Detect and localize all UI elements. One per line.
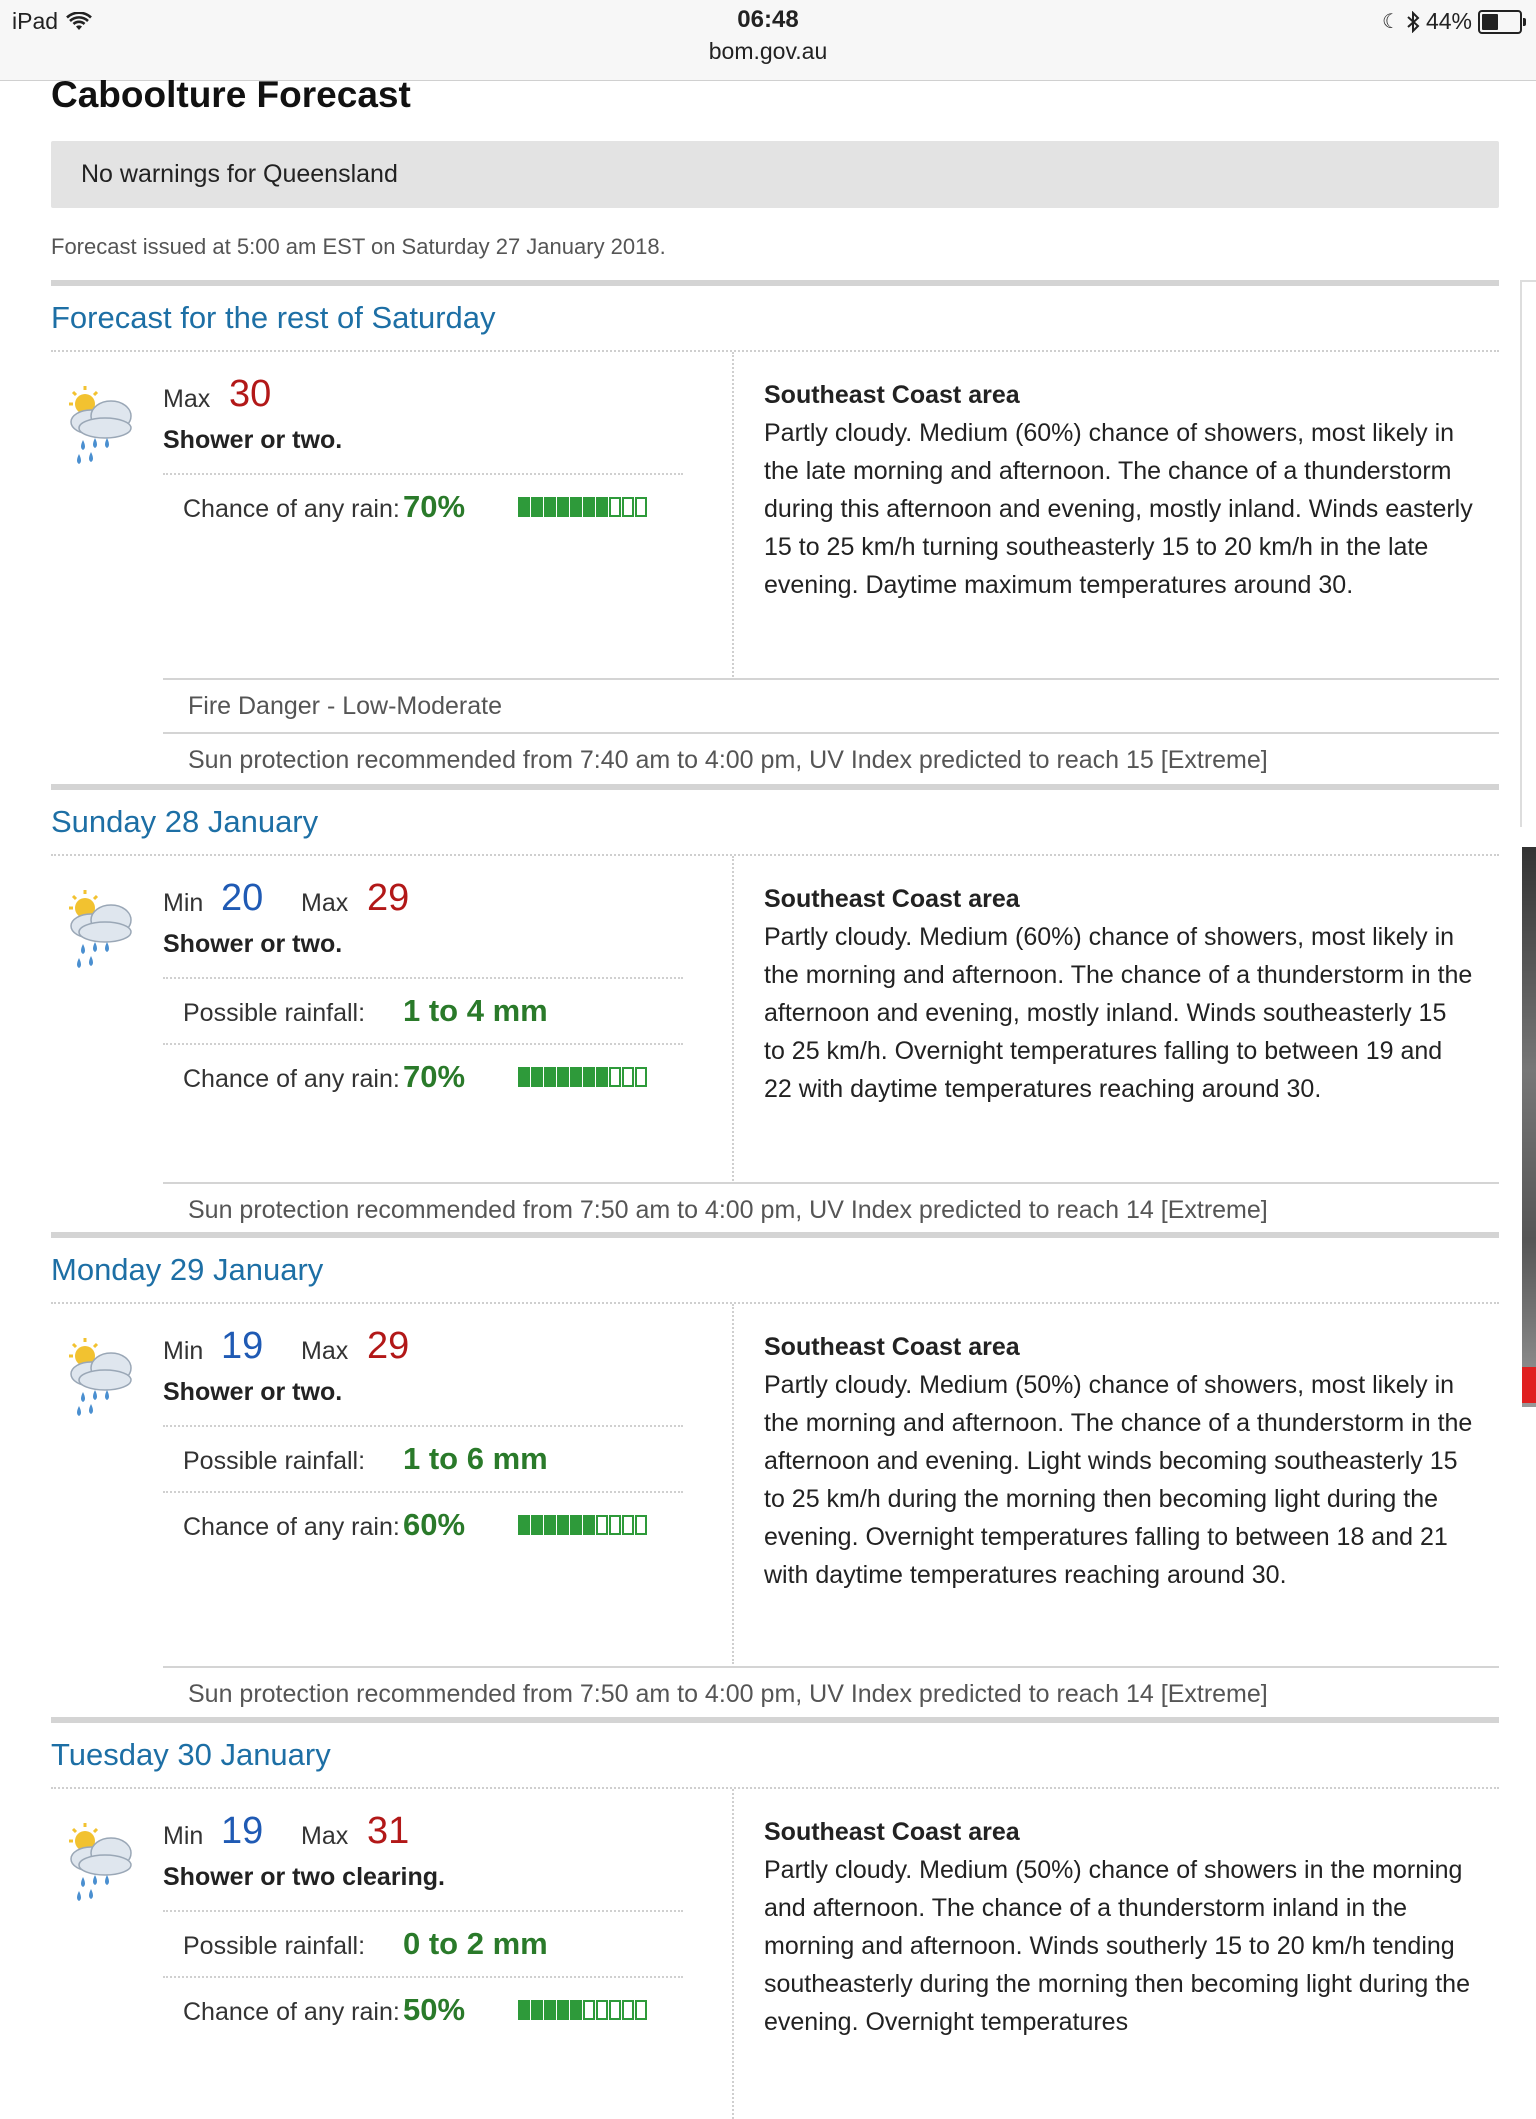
shower-icon	[61, 1817, 141, 1907]
rainfall-label: Possible rainfall:	[183, 999, 366, 1027]
rain-chance-cell	[531, 2000, 543, 2020]
rain-chance-cell	[518, 497, 530, 517]
max-label: Max	[301, 1337, 349, 1365]
sun-protection: Sun protection recommended from 7:50 am to 4:00 pm, UV Index predicted to reach 14 [Extreme]	[188, 1196, 1268, 1224]
forecast-area: Southeast Coast area	[764, 1818, 1020, 1846]
rain-chance-cell	[570, 2000, 582, 2020]
rainfall-label: Possible rainfall:	[183, 1932, 366, 1960]
section-divider	[51, 1232, 1499, 1238]
rain-chance-cell	[531, 497, 543, 517]
rain-chance-bar	[518, 2000, 647, 2020]
shower-icon	[61, 1332, 141, 1422]
rain-chance-cell	[544, 1515, 556, 1535]
warnings-banner[interactable]	[51, 141, 1499, 208]
battery-icon	[1478, 10, 1522, 34]
forecast-summary: Shower or two clearing.	[163, 1863, 445, 1891]
rainfall-value: 1 to 4 mm	[403, 993, 548, 1028]
forecast-summary: Shower or two.	[163, 426, 343, 454]
rain-chance-label: Chance of any rain:	[183, 1065, 400, 1093]
rain-chance-cell	[583, 2000, 595, 2020]
day-summary-column	[163, 1811, 683, 2042]
day-detail-column	[764, 880, 1474, 1108]
rain-chance-cell	[583, 1067, 595, 1087]
rain-chance-value: 50%	[403, 1992, 466, 2027]
forecast-text: Partly cloudy. Medium (60%) chance of showers, most likely in the morning and afternoon. The chance of a thunderstorm in the afternoon and evening, mostly inland. Winds southeasterly 15 to 25 km/h. Overnight temperatures falling to between 19 and 22 with daytime temperatures reaching around 30.	[764, 923, 1473, 1103]
max-temp: 29	[367, 877, 410, 919]
rain-chance-cell	[609, 1067, 621, 1087]
rain-chance-cell	[596, 2000, 608, 2020]
forecast-summary: Shower or two.	[163, 930, 343, 958]
section-divider	[51, 784, 1499, 790]
rain-chance-cell	[544, 497, 556, 517]
rain-chance-cell	[570, 497, 582, 517]
rain-chance-cell	[609, 1515, 621, 1535]
forecast-summary: Shower or two.	[163, 1378, 343, 1406]
rain-chance-value: 60%	[403, 1507, 466, 1542]
rain-chance-cell	[557, 1515, 569, 1535]
min-temp: 19	[221, 1810, 264, 1852]
rainfall-row	[163, 1910, 683, 1976]
rain-chance-cell	[518, 1067, 530, 1087]
min-label: Min	[163, 889, 204, 917]
rain-chance-cell	[570, 1067, 582, 1087]
forecast-area: Southeast Coast area	[764, 885, 1020, 913]
rainfall-label: Possible rainfall:	[183, 1447, 366, 1475]
rain-chance-cell	[635, 2000, 647, 2020]
temperatures	[163, 374, 683, 420]
temperatures	[163, 1326, 683, 1372]
rain-chance-cell	[544, 2000, 556, 2020]
rain-chance-cell	[557, 497, 569, 517]
min-label: Min	[163, 1337, 204, 1365]
rain-chance-cell	[518, 2000, 530, 2020]
section-divider	[51, 280, 1499, 286]
rain-chance-label: Chance of any rain:	[183, 1513, 400, 1541]
day-summary-column	[163, 1326, 683, 1557]
clock: 06:48	[737, 6, 799, 33]
battery-percent: 44%	[1425, 8, 1472, 34]
forecast-day	[51, 1717, 1499, 2119]
day-footer	[163, 1666, 1499, 1720]
day-body	[51, 1304, 1499, 1664]
temperatures	[163, 878, 683, 924]
forecast-text: Partly cloudy. Medium (50%) chance of showers in the morning and afternoon. The chance of a thunderstorm inland in the morning and afternoon. Winds southerly 15 to 20 km/h tending southeasterly during the morning then becoming light during the evening. Overnight temperatures	[764, 1856, 1470, 2036]
bluetooth-icon	[1406, 11, 1420, 33]
rain-chance-label: Chance of any rain:	[183, 495, 400, 523]
rain-chance-label: Chance of any rain:	[183, 1998, 400, 2026]
forecast-day	[51, 280, 1499, 774]
rain-chance-bar	[518, 497, 647, 517]
warnings-text: No warnings for Queensland	[81, 160, 398, 188]
day-detail-column	[764, 376, 1474, 604]
rain-chance-row	[163, 1045, 683, 1109]
section-divider	[51, 1717, 1499, 1723]
rainfall-value: 1 to 6 mm	[403, 1441, 548, 1476]
rainfall-value: 0 to 2 mm	[403, 1926, 548, 1961]
day-summary-column	[163, 374, 683, 539]
day-detail-column	[764, 1328, 1474, 1594]
rain-chance-cell	[635, 1067, 647, 1087]
day-footer	[163, 678, 1499, 786]
rain-chance-cell	[570, 1515, 582, 1535]
rain-chance-cell	[583, 1515, 595, 1535]
column-divider	[732, 1304, 734, 1664]
rain-chance-cell	[622, 1067, 634, 1087]
day-heading: Monday 29 January	[51, 1252, 324, 1287]
min-label: Min	[163, 1822, 204, 1850]
forecast-issued: Forecast issued at 5:00 am EST on Saturday 27 January 2018.	[51, 234, 666, 259]
page-title: Caboolture Forecast	[51, 74, 411, 115]
forecast-day	[51, 784, 1499, 1224]
side-panel-tab[interactable]	[1520, 280, 1536, 827]
temperatures	[163, 1811, 683, 1857]
rain-chance-cell	[583, 497, 595, 517]
forecast-text: Partly cloudy. Medium (60%) chance of showers, most likely in the late morning and afternoon. The chance of a thunderstorm during this afternoon and evening, mostly inland. Winds easterly 15 to 25 km/h turning southeasterly 15 to 20 km/h in the late evening. Daytime maximum temperatures around 30.	[764, 419, 1473, 599]
rain-chance-row	[163, 475, 683, 539]
max-label: Max	[163, 385, 211, 413]
rain-chance-value: 70%	[403, 1059, 466, 1094]
day-heading: Tuesday 30 January	[51, 1737, 331, 1772]
forecast-area: Southeast Coast area	[764, 1333, 1020, 1361]
rain-chance-bar	[518, 1067, 647, 1087]
max-temp: 30	[229, 373, 272, 415]
sun-protection: Sun protection recommended from 7:40 am to 4:00 pm, UV Index predicted to reach 15 [Extreme]	[188, 746, 1268, 774]
forecast-text: Partly cloudy. Medium (50%) chance of showers, most likely in the morning and afternoon. The chance of a thunderstorm in the afternoon and evening. Light winds becoming southeasterly 15 to 25 km/h during the morning then becoming light during the evening. Overnight temperatures falling to between 18 and 21 with daytime temperatures reaching around 30.	[764, 1371, 1473, 1589]
day-heading: Forecast for the rest of Saturday	[51, 300, 496, 335]
rainfall-row	[163, 977, 683, 1043]
side-ad-accent	[1522, 1367, 1536, 1403]
status-center	[0, 6, 1536, 65]
shower-icon	[61, 380, 141, 470]
rain-chance-cell	[609, 2000, 621, 2020]
side-ad-image	[1522, 847, 1536, 1407]
address-bar[interactable]: bom.gov.au	[708, 38, 828, 64]
rain-chance-cell	[622, 2000, 634, 2020]
rain-chance-cell	[557, 1067, 569, 1087]
max-label: Max	[301, 889, 349, 917]
day-footer	[163, 1182, 1499, 1236]
rain-chance-cell	[531, 1067, 543, 1087]
moon-icon: ☾	[1382, 11, 1400, 33]
min-temp: 19	[221, 1325, 264, 1367]
rainfall-row	[163, 1425, 683, 1491]
rain-chance-value: 70%	[403, 489, 466, 524]
min-temp: 20	[221, 877, 264, 919]
column-divider	[732, 352, 734, 677]
rain-chance-cell	[622, 1515, 634, 1535]
day-detail-column	[764, 1813, 1474, 2041]
rain-chance-cell	[635, 497, 647, 517]
rain-chance-cell	[596, 1067, 608, 1087]
rain-chance-cell	[635, 1515, 647, 1535]
device-label: iPad	[12, 8, 59, 34]
day-summary-column	[163, 878, 683, 1109]
status-bar	[0, 0, 1536, 81]
column-divider	[732, 856, 734, 1181]
column-divider	[732, 1789, 734, 2119]
rain-chance-cell	[518, 1515, 530, 1535]
rain-chance-row	[163, 1978, 683, 2042]
rain-chance-cell	[531, 1515, 543, 1535]
status-right	[1382, 8, 1522, 35]
max-temp: 31	[367, 1810, 410, 1852]
day-heading: Sunday 28 January	[51, 804, 319, 839]
rain-chance-row	[163, 1493, 683, 1557]
fire-danger: Fire Danger - Low-Moderate	[163, 680, 1499, 734]
rain-chance-cell	[544, 1067, 556, 1087]
forecast-day	[51, 1232, 1499, 1708]
day-body	[51, 856, 1499, 1181]
sun-protection: Sun protection recommended from 7:50 am to 4:00 pm, UV Index predicted to reach 14 [Extreme]	[188, 1680, 1268, 1708]
rain-chance-cell	[609, 497, 621, 517]
rain-chance-cell	[596, 497, 608, 517]
day-body	[51, 1789, 1499, 2119]
rain-chance-cell	[557, 2000, 569, 2020]
max-temp: 29	[367, 1325, 410, 1367]
rain-chance-cell	[622, 497, 634, 517]
max-label: Max	[301, 1822, 349, 1850]
forecast-area: Southeast Coast area	[764, 381, 1020, 409]
day-body	[51, 352, 1499, 677]
rain-chance-bar	[518, 1515, 647, 1535]
rain-chance-cell	[596, 1515, 608, 1535]
shower-icon	[61, 884, 141, 974]
